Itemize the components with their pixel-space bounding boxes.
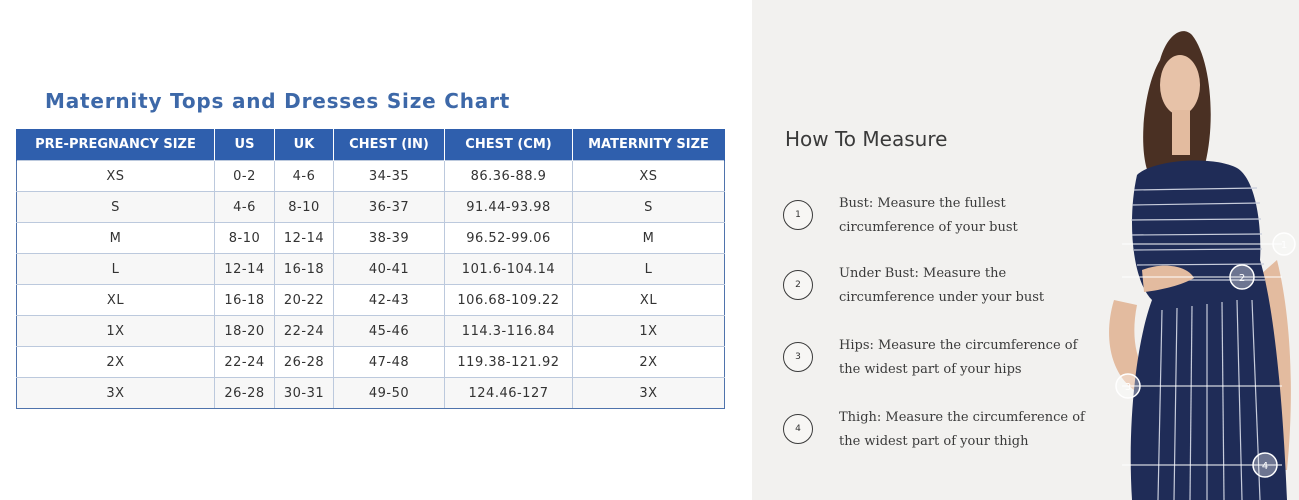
cell-pre-pregnancy-size: XS bbox=[17, 161, 215, 192]
model-neck bbox=[1172, 110, 1190, 155]
header-chest-in: CHEST (IN) bbox=[334, 129, 445, 161]
cell-us: 18-20 bbox=[215, 316, 275, 347]
step-description: Hips: Measure the circumference of the widest part of your hips bbox=[839, 338, 1078, 377]
step-description: Under Bust: Measure the circumference under your bust bbox=[839, 266, 1045, 305]
cell-us: 26-28 bbox=[215, 378, 275, 409]
step-number-badge: 2 bbox=[783, 270, 813, 300]
cell-us: 4-6 bbox=[215, 192, 275, 223]
header-maternity-size: MATERNITY SIZE bbox=[573, 129, 725, 161]
table-row bbox=[17, 161, 725, 192]
cell-maternity-size: 1X bbox=[573, 316, 725, 347]
cell-maternity-size: XL bbox=[573, 285, 725, 316]
table-header-row bbox=[17, 129, 725, 161]
cell-uk: 4-6 bbox=[275, 161, 334, 192]
svg-text:1: 1 bbox=[1280, 240, 1288, 251]
cell-pre-pregnancy-size: M bbox=[17, 223, 215, 254]
cell-maternity-size: M bbox=[573, 223, 725, 254]
cell-maternity-size: 2X bbox=[573, 347, 725, 378]
cell-chest-cm: 106.68-109.22 bbox=[445, 285, 573, 316]
cell-maternity-size: 3X bbox=[573, 378, 725, 409]
header-pre-pregnancy-size: PRE-PREGNANCY SIZE bbox=[17, 129, 215, 161]
step-number-badge: 3 bbox=[783, 342, 813, 372]
step-description: Bust: Measure the fullest circumference of your bust bbox=[839, 196, 1018, 235]
cell-uk: 16-18 bbox=[275, 254, 334, 285]
cell-maternity-size: XS bbox=[573, 161, 725, 192]
svg-text:4: 4 bbox=[1261, 461, 1269, 472]
chart-title: Maternity Tops and Dresses Size Chart bbox=[45, 89, 511, 113]
table-row bbox=[17, 192, 725, 223]
model-photo bbox=[1082, 0, 1299, 500]
cell-chest-cm: 114.3-116.84 bbox=[445, 316, 573, 347]
step-number-badge: 4 bbox=[783, 414, 813, 444]
table-row bbox=[17, 378, 725, 409]
table-row bbox=[17, 316, 725, 347]
header-uk: UK bbox=[275, 129, 334, 161]
cell-chest-cm: 124.46-127 bbox=[445, 378, 573, 409]
size-table bbox=[16, 129, 725, 409]
cell-maternity-size: L bbox=[573, 254, 725, 285]
how-to-measure-title: How To Measure bbox=[785, 127, 948, 151]
cell-chest-in: 49-50 bbox=[334, 378, 445, 409]
step-number-badge: 1 bbox=[783, 200, 813, 230]
model-dress bbox=[1131, 161, 1287, 500]
cell-pre-pregnancy-size: S bbox=[17, 192, 215, 223]
photo-marker-1 bbox=[1273, 233, 1295, 255]
photo-marker-4 bbox=[1253, 453, 1277, 477]
table-row bbox=[17, 223, 725, 254]
svg-text:2: 2 bbox=[1238, 273, 1246, 284]
cell-pre-pregnancy-size: 1X bbox=[17, 316, 215, 347]
cell-us: 0-2 bbox=[215, 161, 275, 192]
cell-chest-in: 40-41 bbox=[334, 254, 445, 285]
table-row bbox=[17, 285, 725, 316]
cell-uk: 20-22 bbox=[275, 285, 334, 316]
cell-chest-in: 36-37 bbox=[334, 192, 445, 223]
cell-us: 22-24 bbox=[215, 347, 275, 378]
table-row bbox=[17, 254, 725, 285]
cell-chest-in: 34-35 bbox=[334, 161, 445, 192]
cell-chest-cm: 101.6-104.14 bbox=[445, 254, 573, 285]
cell-uk: 22-24 bbox=[275, 316, 334, 347]
how-to-measure-panel bbox=[752, 0, 1299, 500]
photo-marker-3 bbox=[1116, 374, 1140, 398]
cell-us: 12-14 bbox=[215, 254, 275, 285]
cell-chest-cm: 119.38-121.92 bbox=[445, 347, 573, 378]
cell-us: 8-10 bbox=[215, 223, 275, 254]
header-us: US bbox=[215, 129, 275, 161]
cell-chest-in: 38-39 bbox=[334, 223, 445, 254]
cell-pre-pregnancy-size: L bbox=[17, 254, 215, 285]
cell-pre-pregnancy-size: XL bbox=[17, 285, 215, 316]
cell-uk: 30-31 bbox=[275, 378, 334, 409]
step-description: Thigh: Measure the circumference of the widest part of your thigh bbox=[839, 410, 1085, 449]
cell-pre-pregnancy-size: 2X bbox=[17, 347, 215, 378]
cell-chest-in: 45-46 bbox=[334, 316, 445, 347]
cell-chest-in: 42-43 bbox=[334, 285, 445, 316]
cell-chest-cm: 91.44-93.98 bbox=[445, 192, 573, 223]
cell-pre-pregnancy-size: 3X bbox=[17, 378, 215, 409]
model-face bbox=[1160, 55, 1200, 115]
cell-us: 16-18 bbox=[215, 285, 275, 316]
table-row bbox=[17, 347, 725, 378]
header-chest-cm: CHEST (CM) bbox=[445, 129, 573, 161]
cell-uk: 26-28 bbox=[275, 347, 334, 378]
svg-text:3: 3 bbox=[1124, 382, 1132, 393]
cell-chest-cm: 96.52-99.06 bbox=[445, 223, 573, 254]
cell-chest-in: 47-48 bbox=[334, 347, 445, 378]
cell-chest-cm: 86.36-88.9 bbox=[445, 161, 573, 192]
photo-marker-2 bbox=[1230, 265, 1254, 289]
cell-uk: 12-14 bbox=[275, 223, 334, 254]
cell-maternity-size: S bbox=[573, 192, 725, 223]
cell-uk: 8-10 bbox=[275, 192, 334, 223]
